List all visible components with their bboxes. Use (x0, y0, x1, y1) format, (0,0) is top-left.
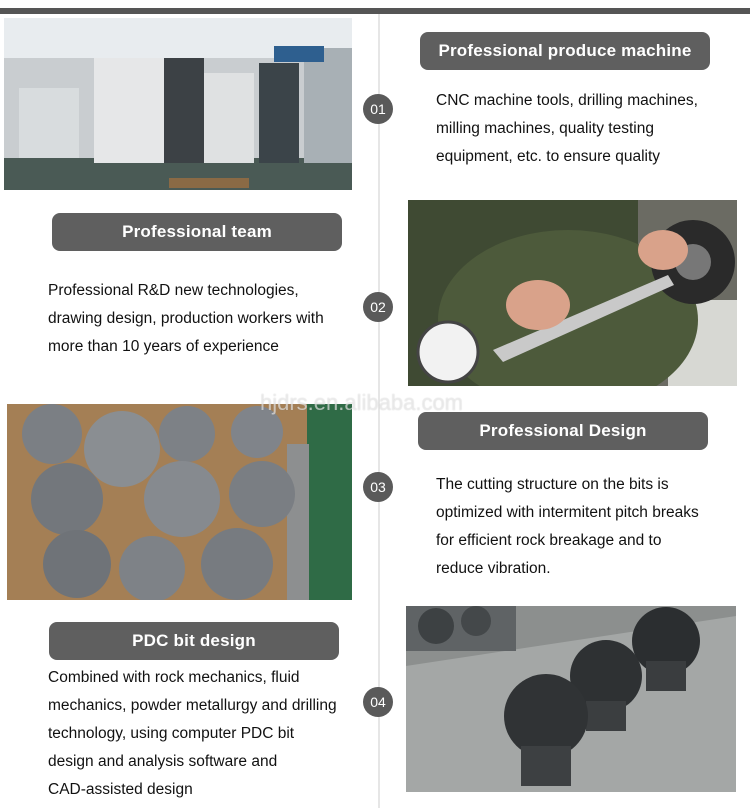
photo-tricone-cones (7, 404, 352, 600)
section-description (48, 277, 324, 361)
watermark: hjdrs.en.alibaba.com (260, 390, 464, 415)
photo-cnc-factory (4, 18, 352, 190)
description-line: The cutting structure on the bits is (436, 476, 669, 493)
top-divider-bar (0, 8, 750, 14)
description-line: more than 10 years of experience (48, 338, 279, 355)
description-line: equipment, etc. to ensure quality (436, 148, 661, 165)
section-title-pdc-bit-design: PDC bit design (49, 622, 339, 660)
description-line: Combined with rock mechanics, fluid (48, 669, 300, 686)
description-line: reduce vibration. (436, 560, 551, 577)
description-line: mechanics, powder metallurgy and drilling (48, 697, 337, 714)
photo-pdc-bits (406, 606, 736, 792)
section-number-badge: 01 (363, 94, 393, 124)
description-line: design and analysis software and (48, 753, 278, 770)
photo-measuring-gauge (408, 200, 737, 386)
section-number-badge: 04 (363, 687, 393, 717)
description-line: Professional R&D new technologies, (48, 282, 299, 299)
description-line: technology, using computer PDC bit (48, 725, 295, 742)
description-line: optimized with intermitent pitch breaks (436, 504, 699, 521)
section-title-design: Professional Design (418, 412, 708, 450)
section-number-badge: 03 (363, 472, 393, 502)
section-description (48, 664, 337, 804)
section-title-produce-machine: Professional produce machine (420, 32, 710, 70)
section-number-badge: 02 (363, 292, 393, 322)
description-line: milling machines, quality testing (436, 120, 654, 137)
description-line: CAD-assisted design (48, 781, 193, 798)
section-description (436, 471, 699, 583)
description-line: for efficient rock breakage and to (436, 532, 662, 549)
section-description (436, 87, 698, 171)
description-line: CNC machine tools, drilling machines, (436, 92, 698, 109)
description-line: drawing design, production workers with (48, 310, 324, 327)
section-title-team: Professional team (52, 213, 342, 251)
